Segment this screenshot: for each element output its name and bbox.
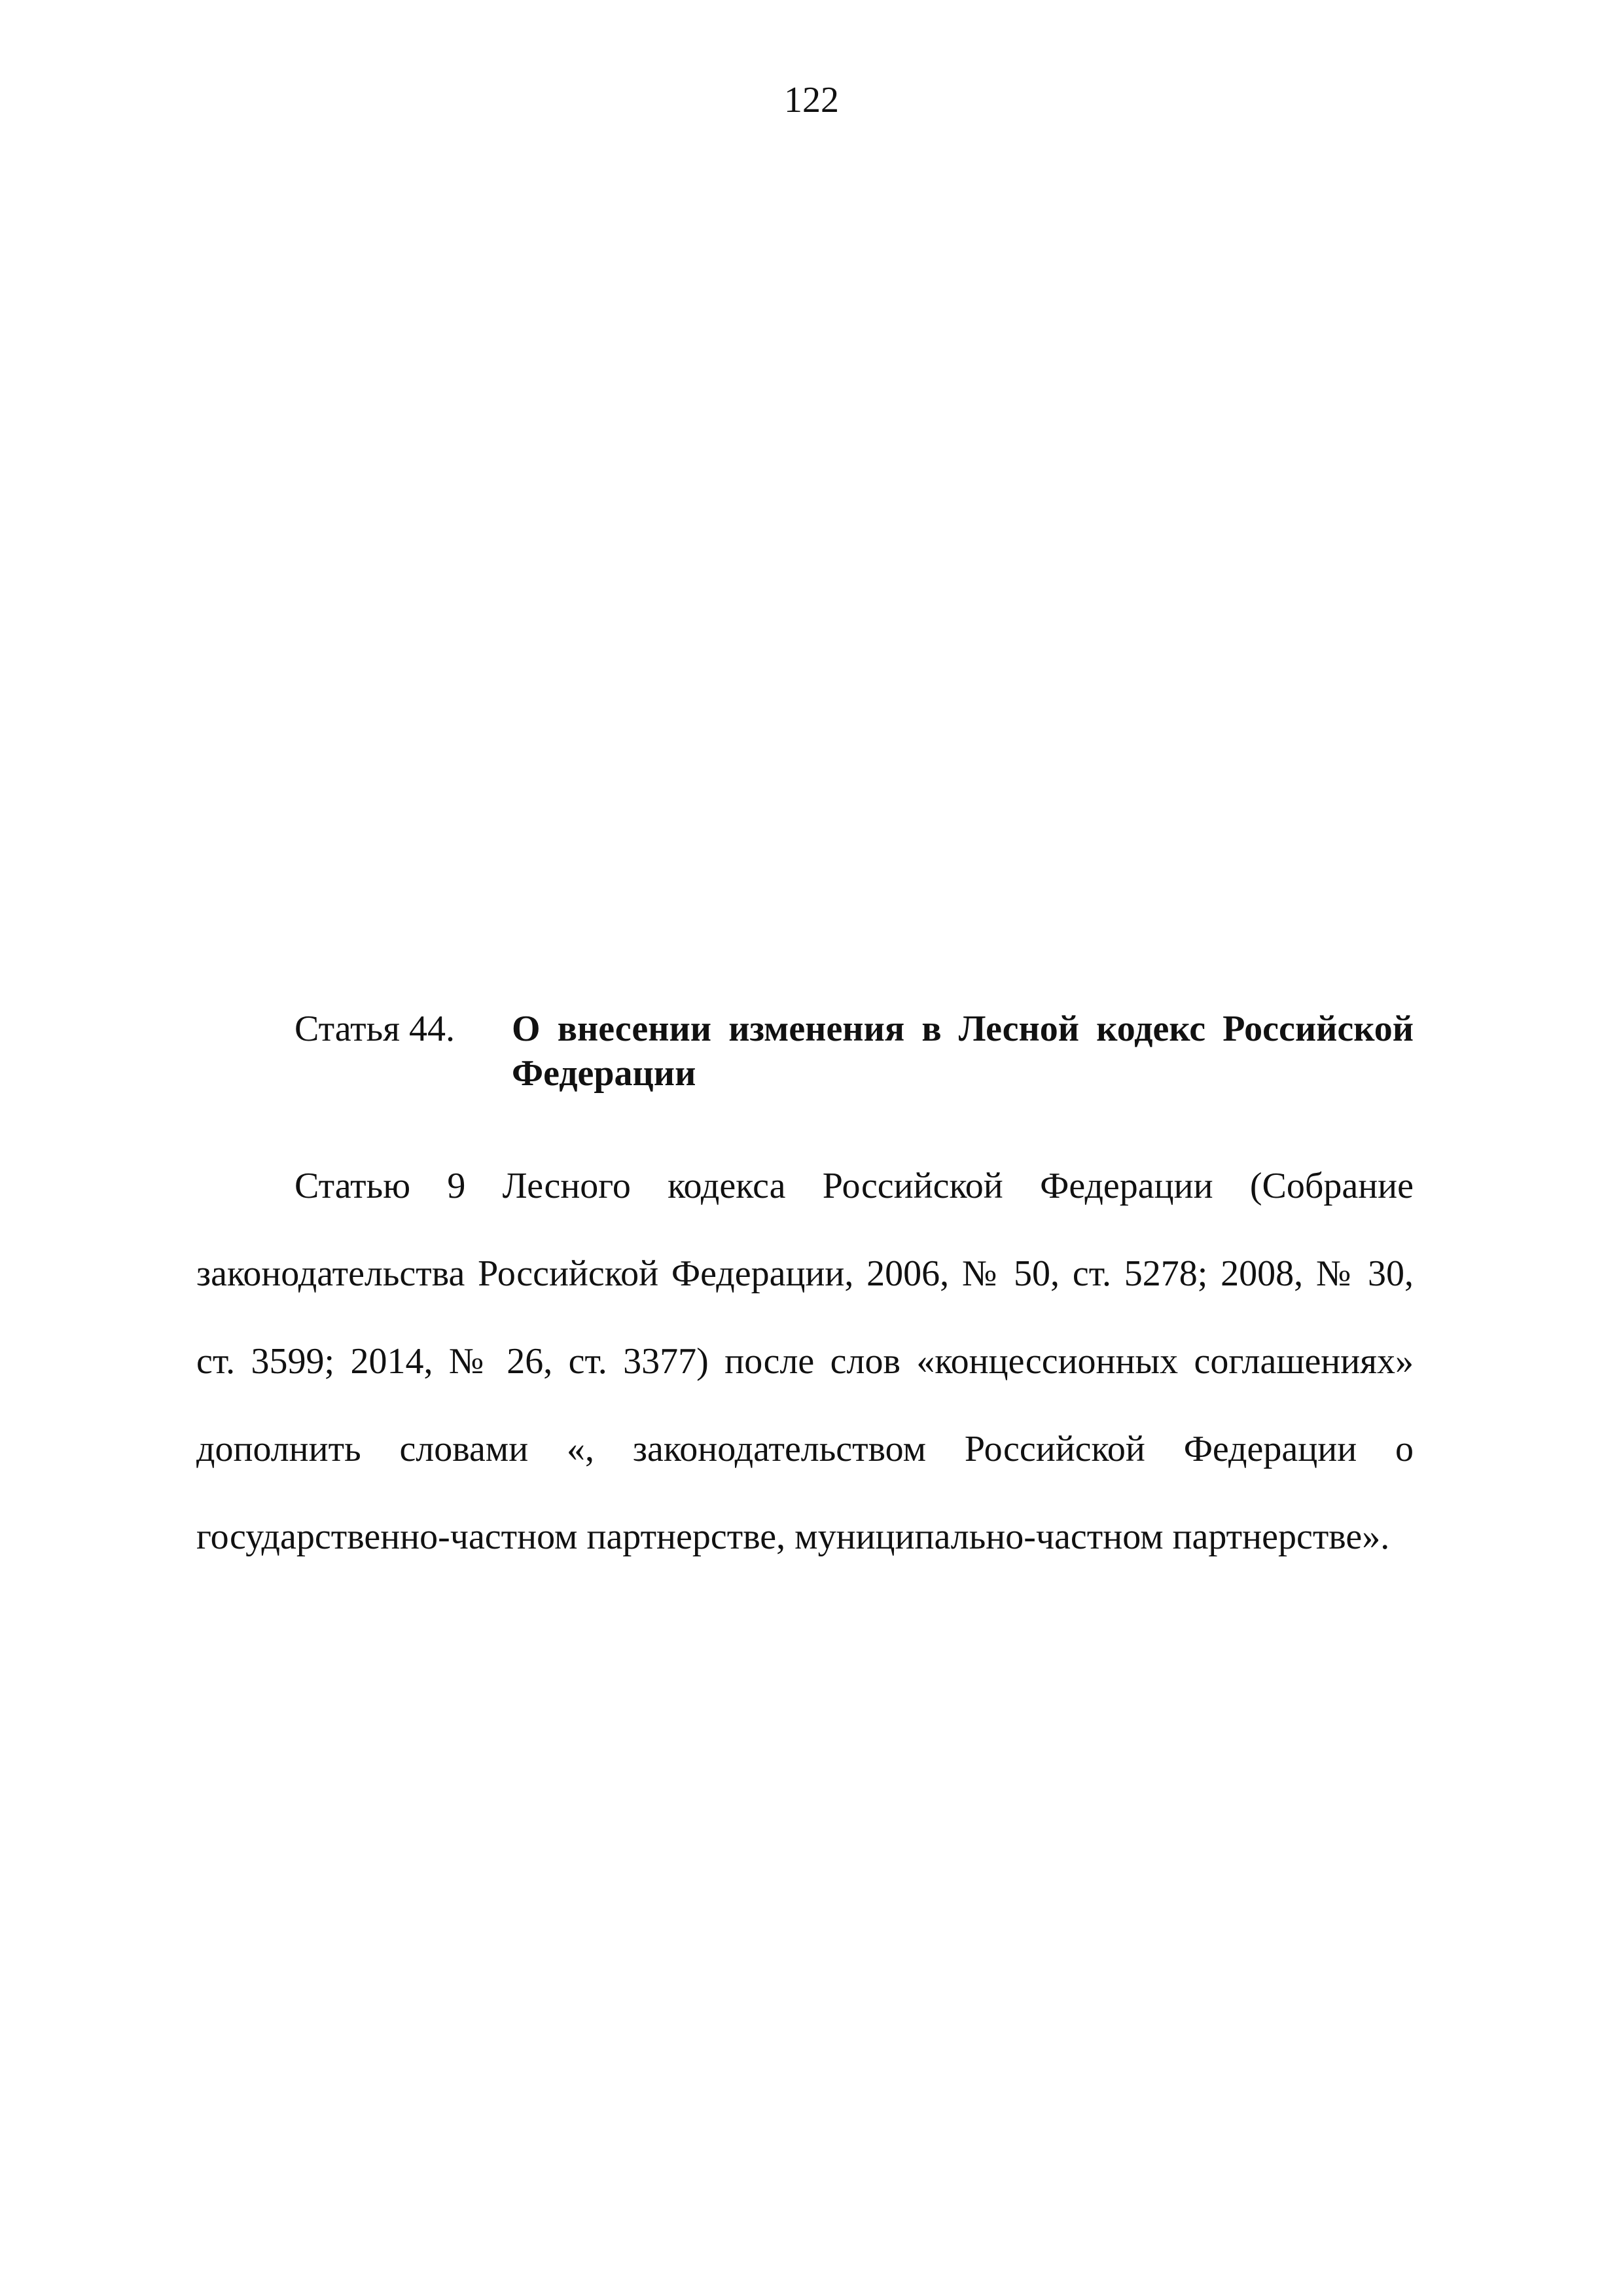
article-header — [294, 1007, 1414, 1098]
article-title: О внесении изменения в Лесной кодекс Российской Федерации — [512, 1009, 1414, 1094]
page-number: 122 — [784, 80, 839, 120]
article-body-paragraph: Статью 9 Лесного кодекса Российской Федерации (Собрание законодательства Российской Федерации, 2006, № 50, ст. 5278; 2008, № 30, ст. 3599; 2014, № 26, ст. 3377) после слов «концессионных соглашениях» дополнить словами «, законодательством Российской Федерации о государственно-частном партнерстве, муниципально-частном партнерстве». — [196, 1166, 1414, 1557]
article-label: Статья 44. — [294, 1009, 455, 1049]
